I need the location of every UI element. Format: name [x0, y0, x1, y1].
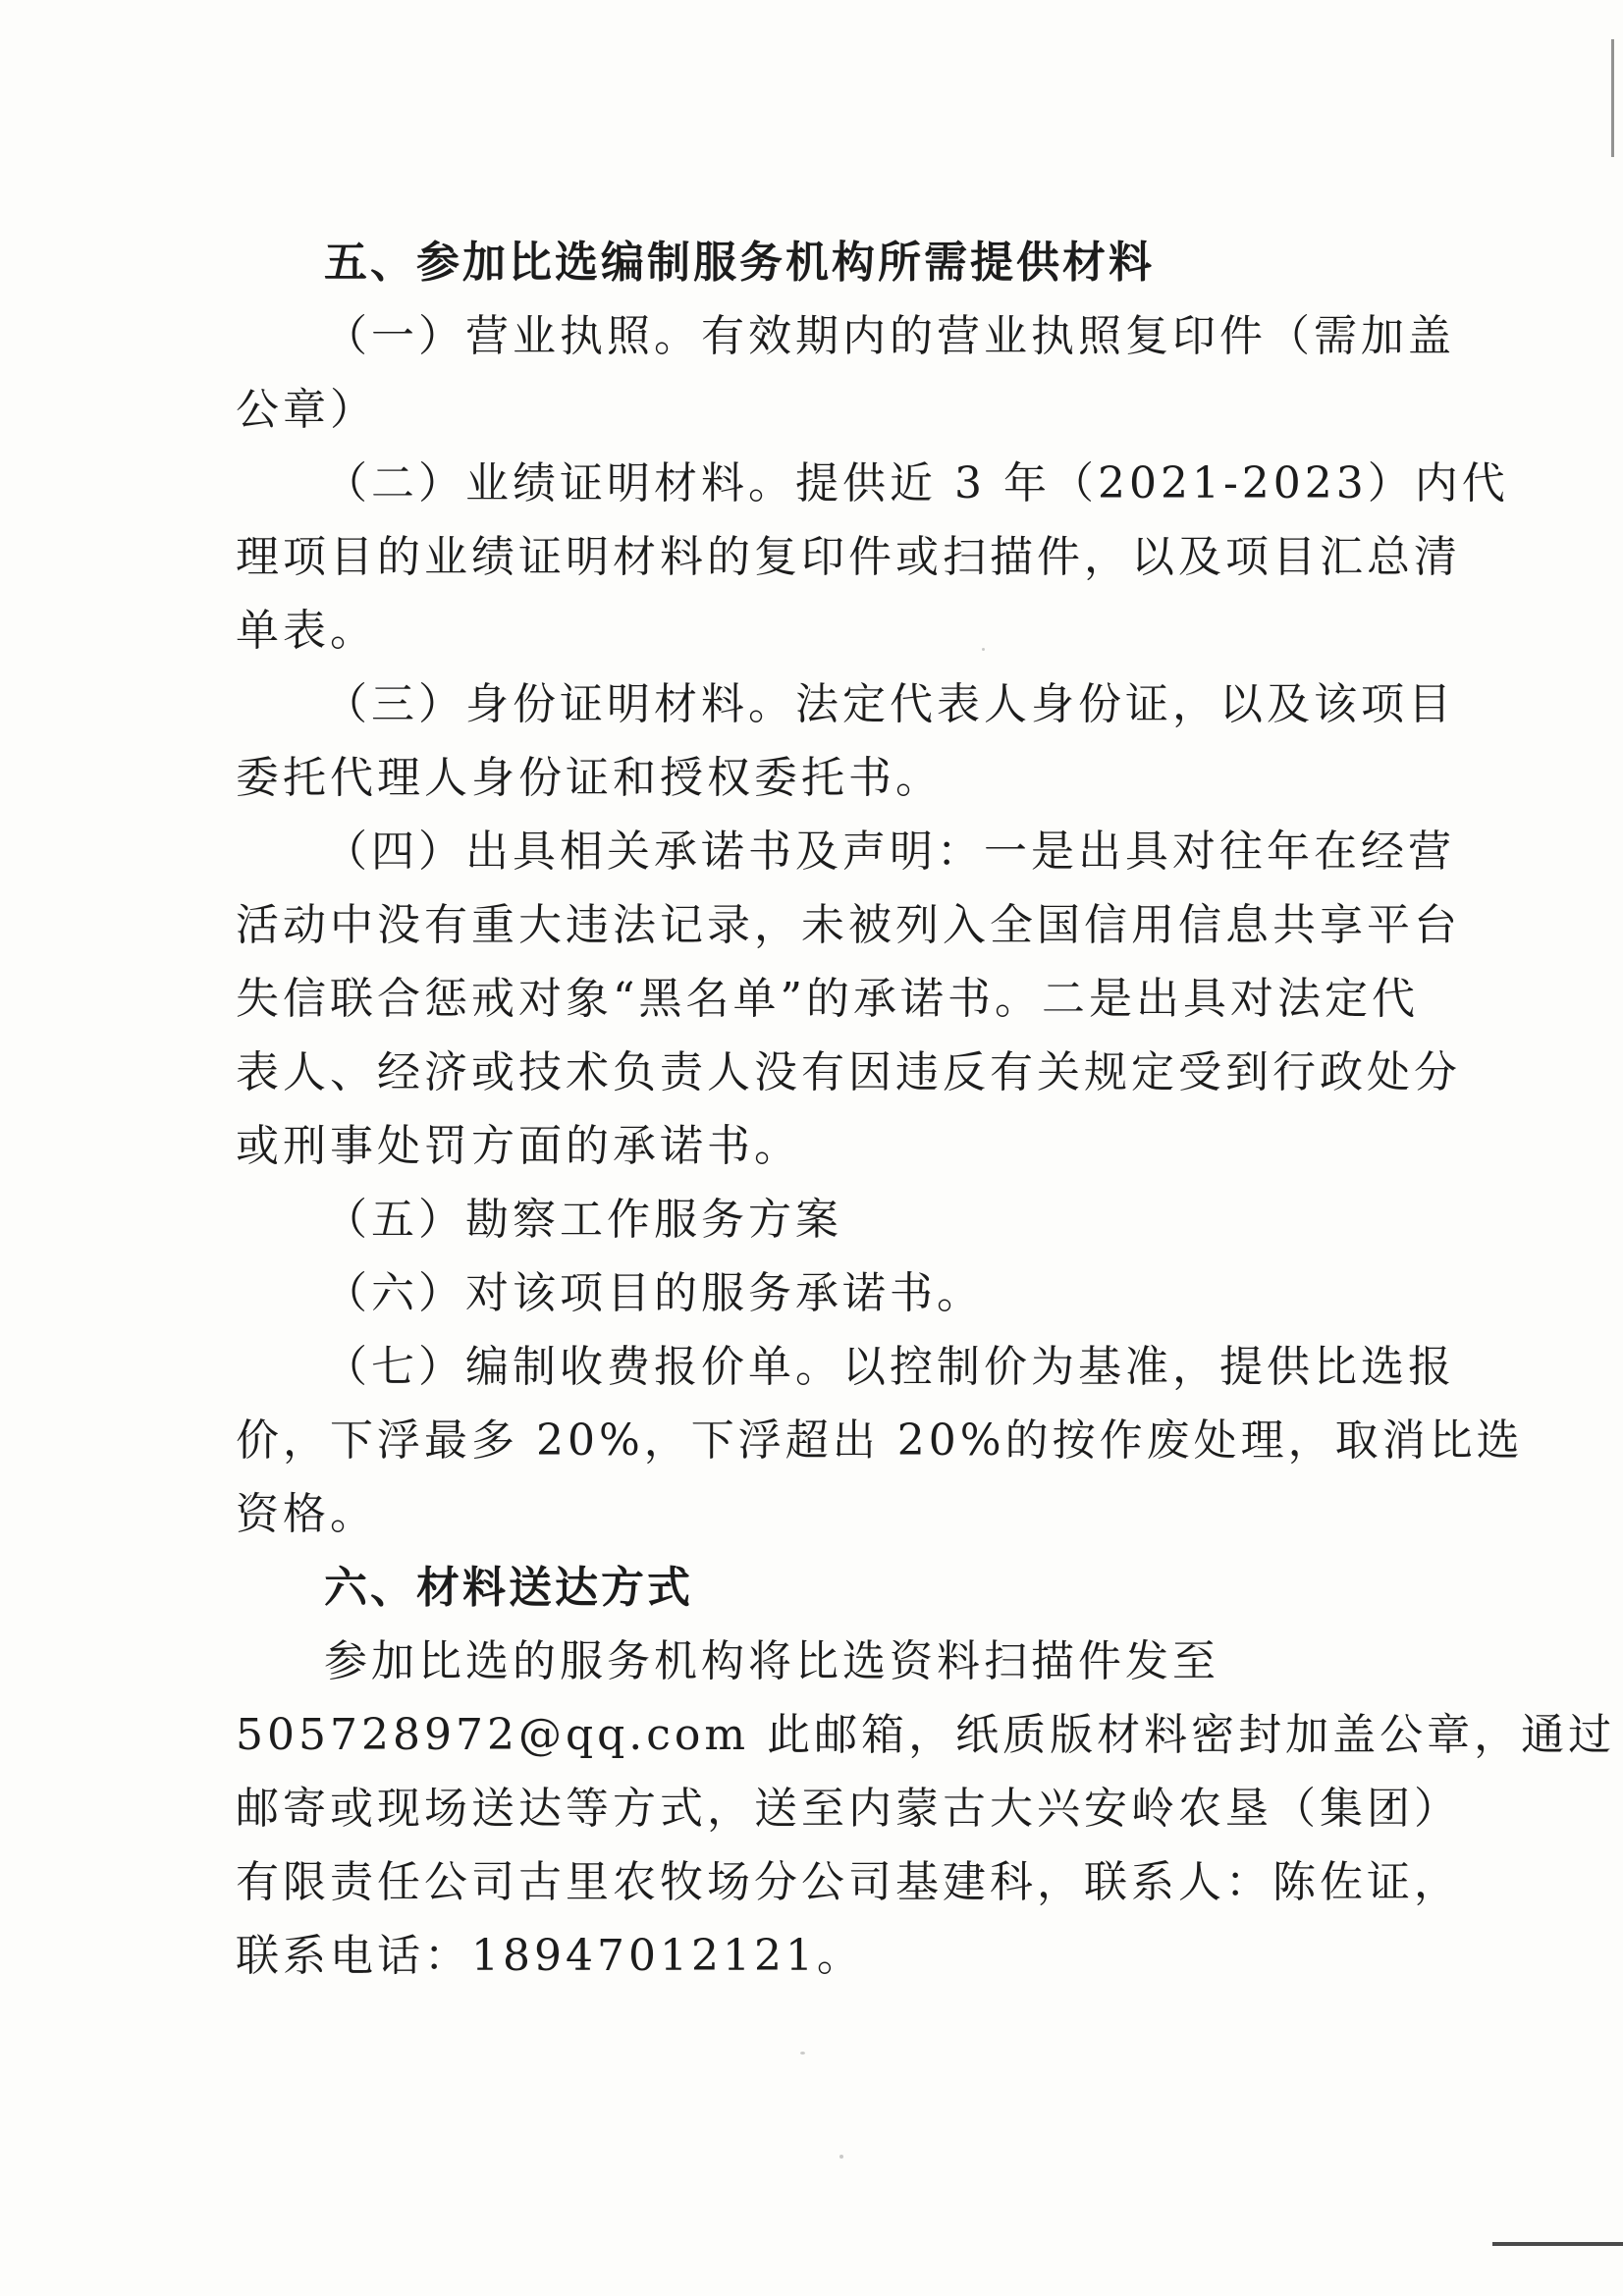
delivery-line-1: 参加比选的服务机构将比选资料扫描件发至: [324, 1636, 1219, 1686]
item-5-line-1: （五）勘察工作服务方案: [324, 1195, 842, 1245]
item-2-line-2: 理项目的业绩证明材料的复印件或扫描件，以及项目汇总清: [236, 532, 1461, 582]
item-3-line-2: 委托代理人身份证和授权委托书。: [236, 753, 943, 803]
section-6-heading: 六、材料送达方式: [324, 1563, 693, 1613]
item-4-line-5: 或刑事处罚方面的承诺书。: [236, 1121, 801, 1171]
item-6-line-1: （六）对该项目的服务承诺书。: [324, 1268, 984, 1318]
item-7-line-3: 资格。: [236, 1489, 377, 1539]
item-7-line-1: （七）编制收费报价单。以控制价为基准，提供比选报: [324, 1342, 1455, 1392]
item-4-line-1: （四）出具相关承诺书及声明：一是出具对往年在经营: [324, 827, 1455, 877]
scan-edge-mark-top: [1611, 39, 1614, 157]
item-2-line-3: 单表。: [236, 606, 377, 656]
delivery-line-4: 有限责任公司古里农牧场分公司基建科，联系人：陈佐证，: [236, 1857, 1461, 1907]
item-4-line-3: 失信联合惩戒对象“黑名单”的承诺书。二是出具对法定代: [236, 974, 1419, 1024]
delivery-line-5: 联系电话：18947012121。: [236, 1931, 864, 1981]
item-2-line-1: （二）业绩证明材料。提供近 3 年（2021-2023）内代: [324, 458, 1509, 508]
section-5-heading: 五、参加比选编制服务机构所需提供材料: [324, 238, 1155, 288]
item-1-line-2: 公章）: [236, 385, 377, 435]
item-7-line-2: 价，下浮最多 20%，下浮超出 20%的按作废处理，取消比选: [236, 1415, 1524, 1466]
delivery-line-2: 505728972@qq.com 此邮箱，纸质版材料密封加盖公章，通过: [236, 1710, 1616, 1760]
item-1-line-1: （一）营业执照。有效期内的营业执照复印件（需加盖: [324, 311, 1455, 361]
delivery-line-3: 邮寄或现场送达等方式，送至内蒙古大兴安岭农垦（集团）: [236, 1784, 1461, 1834]
item-4-line-4: 表人、经济或技术负责人没有因违反有关规定受到行政处分: [236, 1047, 1461, 1097]
scan-speck: [830, 1207, 834, 1211]
item-4-line-2: 活动中没有重大违法记录，未被列入全国信用信息共享平台: [236, 900, 1461, 950]
scan-speck: [800, 2052, 805, 2055]
scan-speck: [839, 2155, 843, 2159]
scan-edge-mark-bottom: [1492, 2242, 1623, 2246]
item-3-line-1: （三）身份证明材料。法定代表人身份证，以及该项目: [324, 679, 1455, 729]
scan-speck: [982, 648, 985, 651]
